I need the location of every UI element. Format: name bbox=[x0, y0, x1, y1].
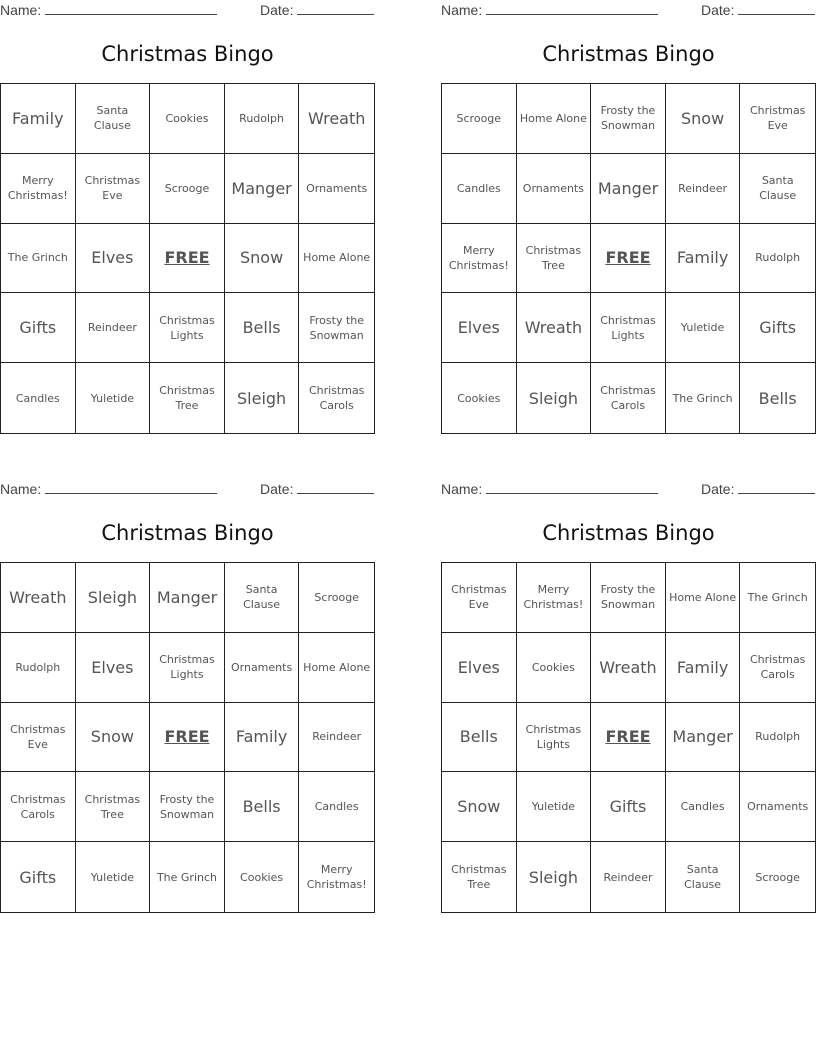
bingo-cell[interactable]: Ornaments bbox=[225, 633, 300, 703]
date-field[interactable] bbox=[701, 481, 815, 497]
name-label: Name: bbox=[441, 2, 483, 18]
bingo-cell[interactable]: Cookies bbox=[150, 84, 225, 154]
bingo-grid bbox=[441, 83, 816, 434]
bingo-cell[interactable]: Elves bbox=[76, 633, 151, 703]
bingo-cell[interactable]: Christmas Carols bbox=[740, 633, 815, 703]
name-field[interactable] bbox=[0, 2, 217, 18]
bingo-card bbox=[441, 0, 816, 435]
bingo-cell[interactable]: Reindeer bbox=[76, 293, 151, 363]
bingo-cell[interactable]: Santa Clause bbox=[76, 84, 151, 154]
bingo-cell[interactable]: Gifts bbox=[740, 293, 815, 363]
bingo-cell[interactable]: Snow bbox=[442, 772, 517, 842]
name-field[interactable] bbox=[441, 481, 658, 497]
bingo-cell[interactable]: Wreath bbox=[299, 84, 374, 154]
bingo-card bbox=[0, 479, 375, 914]
free-cell[interactable]: FREE bbox=[591, 703, 666, 773]
date-field[interactable] bbox=[260, 2, 374, 18]
bingo-cell[interactable]: Manger bbox=[666, 703, 741, 773]
bingo-cell[interactable]: Reindeer bbox=[591, 842, 666, 912]
bingo-cell[interactable]: Snow bbox=[225, 224, 300, 294]
bingo-cell[interactable]: Manger bbox=[591, 154, 666, 224]
bingo-grid bbox=[0, 562, 375, 913]
bingo-cell[interactable]: Yuletide bbox=[76, 842, 151, 912]
bingo-cell[interactable]: Merry Christmas! bbox=[306, 863, 367, 892]
bingo-cell[interactable]: Scrooge bbox=[150, 154, 225, 224]
name-line[interactable] bbox=[486, 481, 658, 494]
bingo-cell[interactable]: Cookies bbox=[442, 363, 517, 433]
bingo-cell[interactable]: Reindeer bbox=[666, 154, 741, 224]
bingo-cell[interactable]: Ornaments bbox=[740, 772, 815, 842]
bingo-cell[interactable]: Sleigh bbox=[225, 363, 300, 433]
bingo-cell[interactable]: Santa Clause bbox=[225, 563, 300, 633]
bingo-grid bbox=[0, 83, 375, 434]
bingo-cell[interactable]: Snow bbox=[76, 703, 151, 773]
bingo-cell[interactable]: Merry Christmas! bbox=[442, 224, 517, 294]
date-label: Date: bbox=[701, 2, 735, 18]
bingo-cell[interactable]: Sleigh bbox=[517, 363, 592, 433]
bingo-cell[interactable]: The Grinch bbox=[666, 363, 741, 433]
bingo-cell[interactable]: Christmas Carols bbox=[591, 363, 666, 433]
bingo-cell[interactable]: Bells bbox=[225, 772, 300, 842]
bingo-cell[interactable]: Frosty the Snowman bbox=[591, 84, 666, 154]
bingo-cell[interactable]: Elves bbox=[76, 224, 151, 294]
bingo-cell[interactable]: Gifts bbox=[1, 293, 76, 363]
bingo-cell[interactable]: Frosty the Snowman bbox=[299, 293, 374, 363]
bingo-cell[interactable]: Family bbox=[225, 703, 300, 773]
bingo-cell[interactable]: Elves bbox=[442, 633, 517, 703]
bingo-cell[interactable]: Ornaments bbox=[299, 154, 374, 224]
card-header bbox=[0, 479, 375, 501]
card-title: Christmas Bingo bbox=[101, 521, 274, 545]
bingo-cell[interactable]: Bells bbox=[442, 703, 517, 773]
bingo-cell[interactable]: Wreath bbox=[1, 563, 76, 633]
bingo-cell[interactable]: Merry Christmas! bbox=[1, 154, 76, 224]
bingo-cell[interactable]: Christmas Tree bbox=[442, 842, 517, 912]
bingo-cell[interactable]: Rudolph bbox=[740, 703, 815, 773]
bingo-cell[interactable]: Home Alone bbox=[299, 224, 374, 294]
bingo-cell[interactable]: Scrooge bbox=[755, 870, 800, 884]
bingo-cell[interactable]: Sleigh bbox=[76, 563, 151, 633]
bingo-cell[interactable]: Santa Clause bbox=[666, 842, 741, 912]
bingo-cell[interactable]: The Grinch bbox=[150, 842, 225, 912]
bingo-cell[interactable]: Christmas Eve bbox=[76, 154, 151, 224]
bingo-cell[interactable]: Yuletide bbox=[76, 363, 151, 433]
bingo-cell[interactable]: Manger bbox=[225, 154, 300, 224]
bingo-cell[interactable]: Christmas Lights bbox=[150, 293, 225, 363]
name-field[interactable] bbox=[0, 481, 217, 497]
date-line[interactable] bbox=[738, 481, 815, 494]
name-label: Name: bbox=[441, 481, 483, 497]
bingo-cell[interactable]: Yuletide bbox=[517, 772, 592, 842]
bingo-cell[interactable]: Elves bbox=[442, 293, 517, 363]
bingo-cell[interactable]: Home Alone bbox=[299, 633, 374, 703]
name-field[interactable] bbox=[441, 2, 658, 18]
bingo-cell[interactable]: Candles bbox=[442, 154, 517, 224]
free-cell[interactable]: FREE bbox=[591, 224, 666, 294]
bingo-cell[interactable]: Family bbox=[1, 84, 76, 154]
bingo-cell[interactable]: Christmas Eve bbox=[740, 84, 815, 154]
bingo-cell[interactable]: Wreath bbox=[591, 633, 666, 703]
bingo-cell[interactable]: Manger bbox=[150, 563, 225, 633]
bingo-cell[interactable]: Rudolph bbox=[225, 84, 300, 154]
bingo-cell[interactable]: Rudolph bbox=[1, 633, 76, 703]
bingo-cell[interactable]: Yuletide bbox=[666, 293, 741, 363]
bingo-grid bbox=[441, 562, 816, 913]
bingo-cell[interactable]: Snow bbox=[666, 84, 741, 154]
bingo-cell[interactable]: Christmas Lights bbox=[150, 633, 225, 703]
bingo-cell[interactable]: Christmas Tree bbox=[150, 363, 225, 433]
bingo-cell[interactable]: Cookies bbox=[225, 842, 300, 912]
name-line[interactable] bbox=[486, 2, 658, 15]
bingo-cell[interactable]: Home Alone bbox=[517, 84, 592, 154]
bingo-cell[interactable]: Candles bbox=[1, 363, 76, 433]
bingo-cell[interactable]: Ornaments bbox=[517, 154, 592, 224]
card-header bbox=[441, 0, 816, 22]
free-cell[interactable]: FREE bbox=[150, 224, 225, 294]
bingo-cell[interactable]: Reindeer bbox=[299, 703, 374, 773]
card-header bbox=[0, 0, 375, 22]
bingo-card bbox=[0, 0, 375, 435]
date-field[interactable] bbox=[260, 481, 374, 497]
bingo-cell[interactable]: Scrooge bbox=[299, 563, 374, 633]
date-label: Date: bbox=[701, 481, 735, 497]
bingo-cell[interactable]: Christmas Lights bbox=[517, 703, 592, 773]
card-title: Christmas Bingo bbox=[542, 521, 715, 545]
bingo-cell[interactable]: Cookies bbox=[517, 633, 592, 703]
bingo-cell[interactable]: Christmas Eve bbox=[442, 563, 517, 633]
name-label: Name: bbox=[0, 2, 42, 18]
bingo-cell[interactable]: Christmas Tree bbox=[517, 224, 592, 294]
bingo-cell[interactable]: Candles bbox=[666, 772, 741, 842]
bingo-card bbox=[441, 479, 816, 914]
bingo-cell[interactable]: Scrooge bbox=[442, 84, 517, 154]
date-line[interactable] bbox=[297, 481, 374, 494]
bingo-cell[interactable]: Home Alone bbox=[666, 563, 741, 633]
card-header bbox=[441, 479, 816, 501]
free-cell[interactable]: FREE bbox=[150, 703, 225, 773]
date-label: Date: bbox=[260, 2, 294, 18]
bingo-cell[interactable]: Bells bbox=[225, 293, 300, 363]
bingo-cell[interactable]: Wreath bbox=[517, 293, 592, 363]
bingo-cell[interactable]: Candles bbox=[299, 772, 374, 842]
bingo-cell[interactable]: Christmas Carols bbox=[1, 772, 76, 842]
card-title: Christmas Bingo bbox=[542, 42, 715, 66]
name-line[interactable] bbox=[45, 2, 217, 15]
bingo-cell[interactable]: Sleigh bbox=[517, 842, 592, 912]
date-label: Date: bbox=[260, 481, 294, 497]
bingo-cell[interactable]: Frosty the Snowman bbox=[591, 563, 666, 633]
bingo-cell[interactable]: Frosty the Snowman bbox=[150, 772, 225, 842]
bingo-cell[interactable]: Family bbox=[666, 633, 741, 703]
date-field[interactable] bbox=[701, 2, 815, 18]
name-label: Name: bbox=[0, 481, 42, 497]
bingo-cell[interactable]: Christmas Tree bbox=[76, 772, 151, 842]
name-line[interactable] bbox=[45, 481, 217, 494]
bingo-cell[interactable]: Gifts bbox=[1, 842, 76, 912]
bingo-cell[interactable]: Bells bbox=[758, 388, 797, 408]
bingo-cell[interactable]: Family bbox=[666, 224, 741, 294]
bingo-cell[interactable]: Gifts bbox=[591, 772, 666, 842]
bingo-cell[interactable]: Rudolph bbox=[740, 224, 815, 294]
bingo-cell[interactable]: Merry Christmas! bbox=[517, 563, 592, 633]
bingo-cell[interactable]: The Grinch bbox=[1, 224, 76, 294]
bingo-cell[interactable]: Santa Clause bbox=[740, 154, 815, 224]
bingo-cell[interactable]: Christmas Eve bbox=[1, 703, 76, 773]
date-line[interactable] bbox=[297, 2, 374, 15]
bingo-cell[interactable]: The Grinch bbox=[740, 563, 815, 633]
bingo-cell[interactable]: Christmas Lights bbox=[591, 293, 666, 363]
date-line[interactable] bbox=[738, 2, 815, 15]
bingo-cell[interactable]: Christmas Carols bbox=[308, 384, 365, 413]
card-title: Christmas Bingo bbox=[101, 42, 274, 66]
